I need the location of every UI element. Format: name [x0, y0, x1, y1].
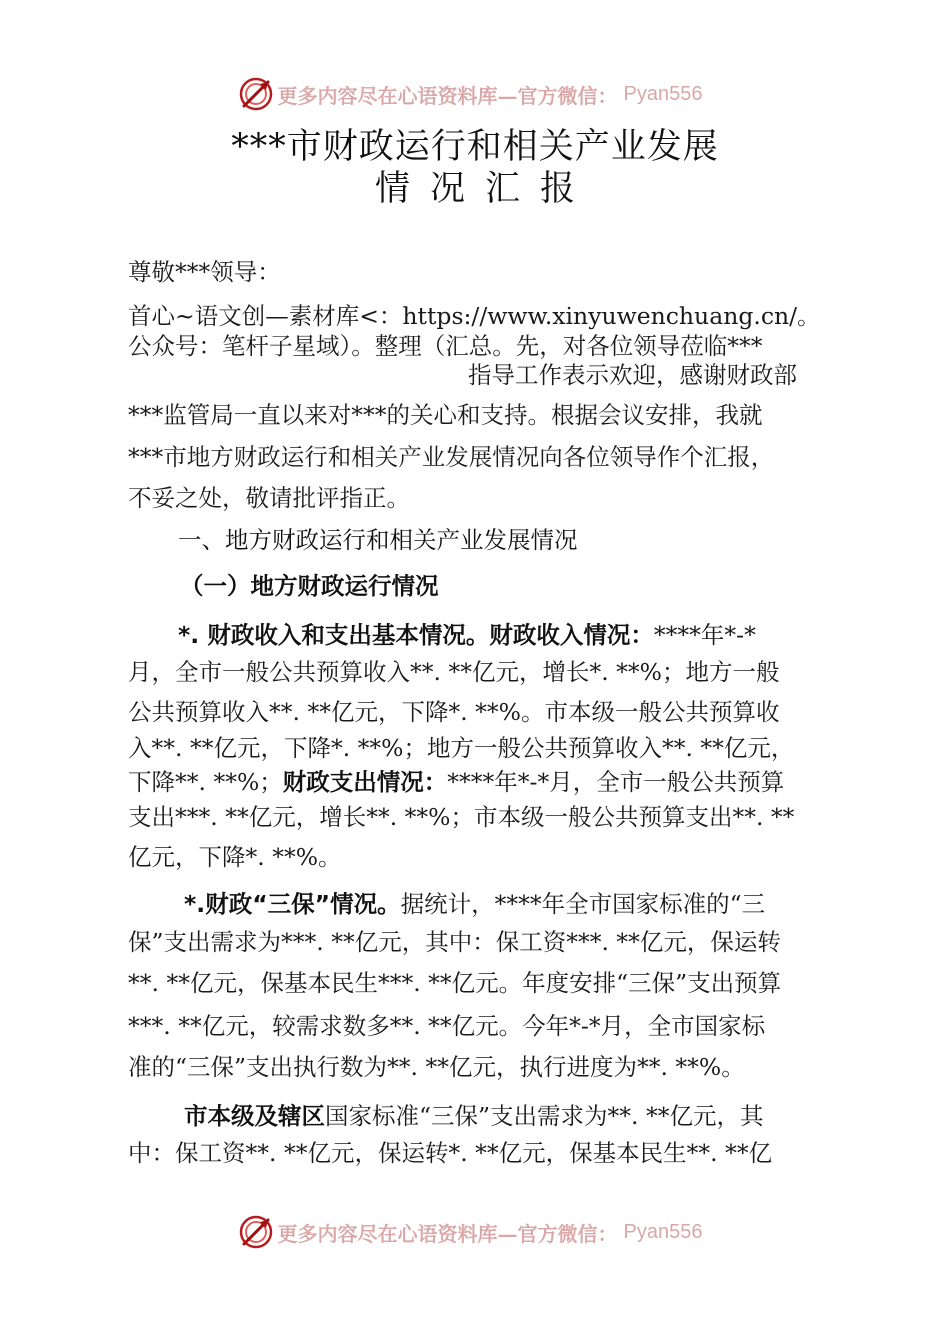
- s1-line-5: [128, 767, 784, 797]
- s2-line-1: [184, 889, 765, 919]
- s3-line-1: [184, 1101, 763, 1131]
- intro-line-2: 公众号：笔杆子星域）。整理（汇总。先，对各位领导莅临***: [128, 332, 763, 360]
- brand-logo-icon: [238, 1214, 274, 1250]
- s2-line-3: **. **亿元，保基本民生***. **亿元。年度安排“三保”支出预算: [128, 969, 782, 997]
- s1-bold-lead: *. 财政收入和支出基本情况。财政收入情况：: [178, 621, 654, 649]
- s1-line-7: 亿元，下降*. **%。: [128, 843, 342, 871]
- intro-line-3: 指导工作表示欢迎，感谢财政部: [468, 361, 797, 389]
- s2-bold-lead: *.财政“三保”情况。: [184, 890, 401, 918]
- watermark-text: 更多内容尽在心语资料库—官方微信：: [277, 1221, 618, 1246]
- doc-title-line1: ***市财政运行和相关产业发展: [231, 127, 719, 167]
- section-heading-2: （一）地方财政运行情况: [180, 572, 439, 600]
- s3-line-1-rest: 国家标准“三保”支出需求为**. **亿元，其: [325, 1102, 764, 1130]
- s3-bold-lead: 市本级及辖区: [184, 1102, 325, 1130]
- doc-title-line2: 情况汇报: [374, 169, 595, 209]
- s1-line-5-bold: 财政支出情况：: [282, 768, 448, 796]
- footer-watermark: [0, 1212, 950, 1252]
- s2-line-1-rest: 据统计，****年全市国家标准的“三: [400, 890, 766, 918]
- section-heading-1: 一、地方财政运行和相关产业发展情况: [178, 526, 578, 554]
- watermark-text: 更多内容尽在心语资料库—官方微信：: [277, 83, 618, 108]
- intro-line-6: 不妥之处，敬请批评指正。: [128, 484, 410, 512]
- intro-line-4: ***监管局一直以来对***的关心和支持。根据会议安排，我就: [128, 401, 763, 429]
- s1-line-5-b: ****年*-*月，全市一般公共预算: [447, 768, 785, 796]
- header-watermark: [0, 74, 950, 114]
- s2-line-5: 准的“三保”支出执行数为**. **亿元，执行进度为**. **%。: [128, 1053, 745, 1081]
- watermark-id: Pyan556: [623, 82, 703, 105]
- s1-line-4: 入**. **亿元，下降*. **%；地方一般公共预算收入**. **亿元，: [128, 734, 795, 762]
- intro-line-5: ***市地方财政运行和相关产业发展情况向各位领导作个汇报，: [128, 443, 775, 471]
- s1-line-5-a: 下降**. **%；: [128, 768, 283, 796]
- watermark-id: Pyan556: [623, 1220, 703, 1243]
- s2-line-2: 保”支出需求为***. **亿元，其中：保工资***. **亿元，保运转: [128, 928, 781, 956]
- s1-line-1: [178, 620, 756, 650]
- s1-line-6: 支出***. **亿元，增长**. **%；市本级一般公共预算支出**. **: [128, 803, 795, 831]
- s1-line-3: 公共预算收入**. **亿元，下降*. **%。市本级一般公共预算收: [128, 698, 780, 726]
- s1-line-2: 月，全市一般公共预算收入**. **亿元，增长*. **%；地方一般: [128, 658, 780, 686]
- s2-line-4: ***. **亿元，较需求数多**. **亿元。今年*-*月，全市国家标: [128, 1012, 766, 1040]
- intro-line-1: 首心~语文创—素材库<：https://www.xinyuwenchuang.cn/。: [128, 302, 821, 330]
- brand-logo-icon: [238, 76, 274, 112]
- s3-line-2: 中：保工资**. **亿元，保运转*. **亿元，保基本民生**. **亿: [128, 1139, 773, 1167]
- s1-line-1-rest: ****年*-*: [653, 621, 756, 649]
- salutation: 尊敬***领导：: [128, 258, 281, 286]
